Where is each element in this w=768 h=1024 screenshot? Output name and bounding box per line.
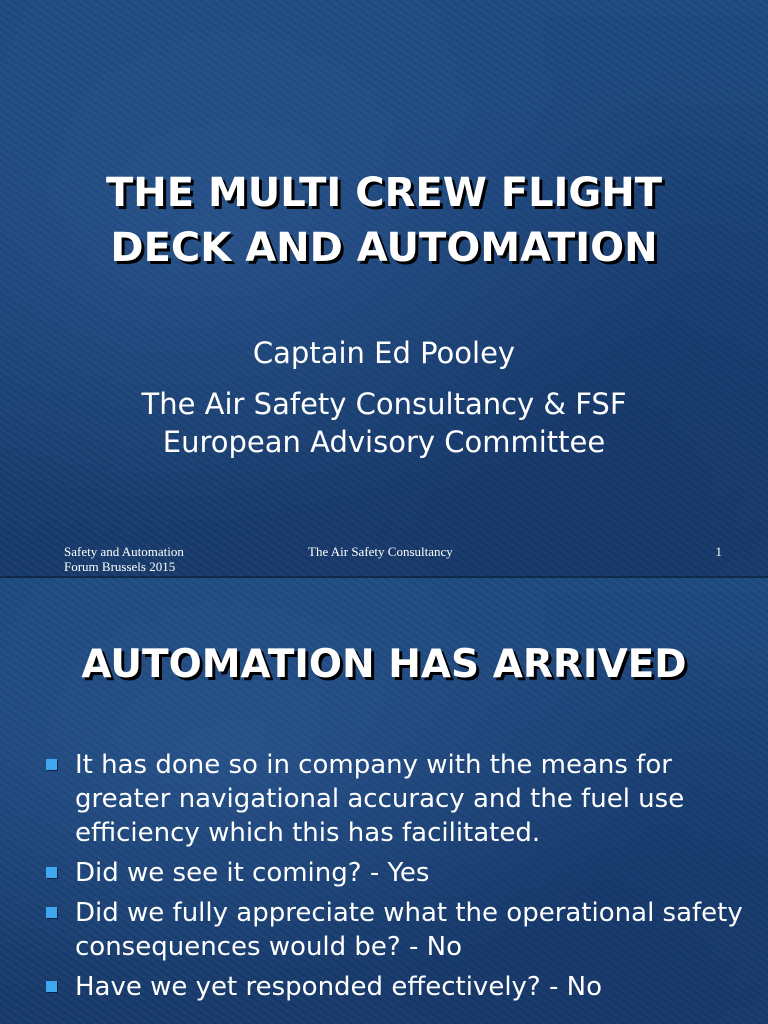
content-slide [0,578,768,1024]
slide-number: 1 [715,544,722,559]
organization-line-2: European Advisory Committee [162,425,606,459]
title-line-2: DECK AND AUTOMATION [110,225,658,271]
slide-title: AUTOMATION HAS ARRIVED [81,642,687,687]
bullet-item [46,970,746,1004]
bullet-text: Have we yet responded effectively? - No [75,972,602,1002]
footer-event-line-2: Forum Brussels 2015 [64,559,176,574]
slide-title [0,166,768,276]
footer-event [64,544,264,574]
bullet-item [46,896,746,964]
bullet-item [46,856,746,890]
title-line-1: THE MULTI CREW FLIGHT [105,170,663,216]
square-bullet-icon [46,907,57,918]
footer-event-line-1: Safety and Automation [64,544,184,559]
bullet-list [46,748,746,1010]
bullet-text: Did we fully appreciate what the operational safety consequences would be? - No [75,898,743,962]
footer-organization: The Air Safety Consultancy [308,544,453,559]
presenter-name: Captain Ed Pooley [252,336,516,370]
bullet-text: It has done so in company with the means for greater navigational accuracy and the fuel use efficiency which this has facilitated. [75,750,685,848]
organization-line-1: The Air Safety Consultancy & FSF [141,387,627,421]
square-bullet-icon [46,867,57,878]
square-bullet-icon [46,981,57,992]
bullet-item [46,748,746,850]
bullet-text: Did we see it coming? - Yes [75,858,430,888]
square-bullet-icon [46,759,57,770]
